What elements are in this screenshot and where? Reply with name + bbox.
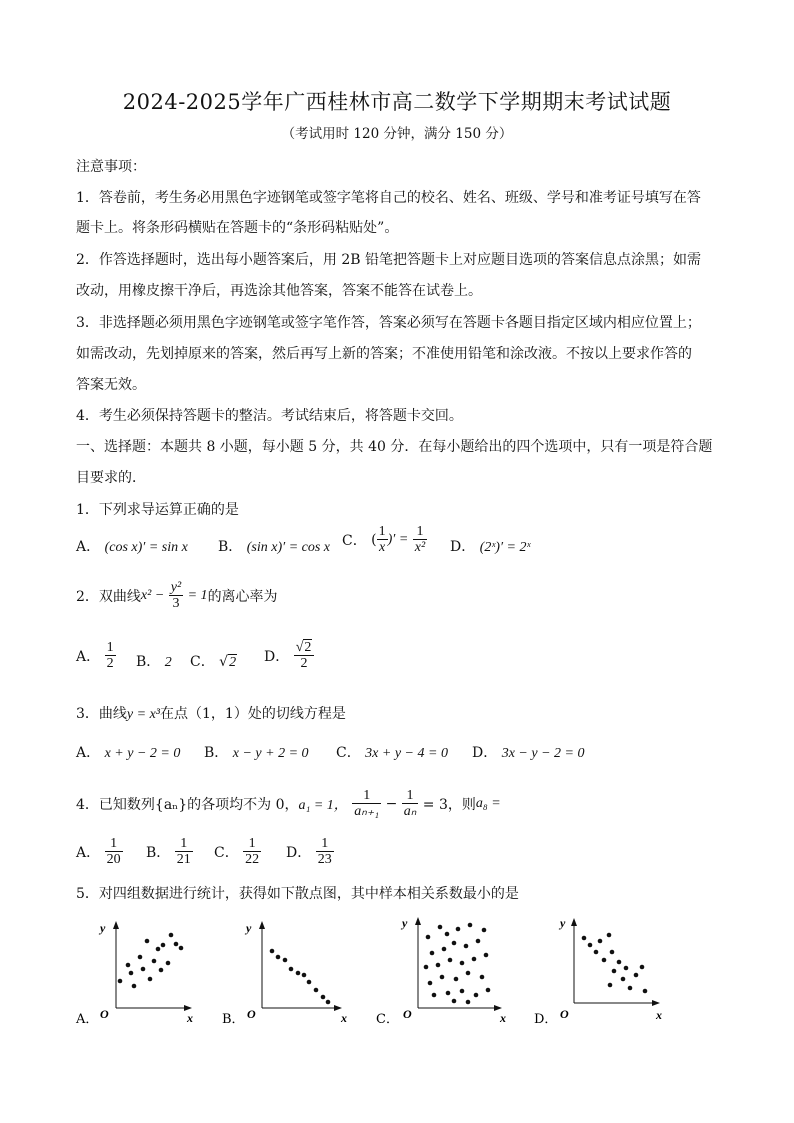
note-line: 答案无效。	[76, 377, 146, 393]
q4-option-b: B． $\frac{1}{21}$	[146, 836, 191, 868]
q2-option-c: C． √2	[190, 654, 237, 670]
scatter-plot-a	[75, 921, 193, 1027]
section-heading-cont: 目要求的．	[76, 470, 146, 486]
plot-label-b: B．	[222, 1012, 245, 1027]
note-line: 如需改动，先划掉原来的答案，然后再写上新的答案；不准使用铅笔和涂改液。不按以上要求作答的	[76, 346, 692, 362]
scatter-plot-d	[534, 916, 662, 1027]
axis-label-y: y	[402, 916, 408, 930]
note-line: 3．非选择题必须用黑色字迹钢笔或签字笔作答，答案必须写在答题卡各题目指定区域内相应位置上；	[76, 315, 701, 331]
q3-option-d: D． 3x − y − 2 = 0	[472, 745, 585, 761]
plot-label-a: A．	[76, 1012, 99, 1027]
y-axis-arrow	[259, 921, 265, 929]
origin-label: O	[560, 1007, 569, 1021]
q2-stem: 2．双曲线x² − $\frac{\text{y²}}{3}$ = 1的离心率为	[76, 580, 278, 612]
q3-option-c: C． 3x + y − 4 = 0	[336, 745, 448, 761]
q3-option-b: B． x − y + 2 = 0	[204, 745, 309, 761]
plot-label-c: C．	[376, 1012, 399, 1027]
q1-stem: 1．下列求导运算正确的是	[76, 502, 239, 518]
axis-label-x: x	[341, 1011, 347, 1025]
axis-label-x: x	[656, 1008, 662, 1022]
axis-label-y: y	[246, 921, 252, 935]
y-axis-arrow	[415, 917, 421, 925]
section-heading: 一、选择题：本题共 8 小题，每小题 5 分，共 40 分．在每小题给出的四个选项中，只有一项是符合题	[76, 439, 713, 455]
q5-stem: 5．对四组数据进行统计，获得如下散点图，其中样本相关系数最小的是	[76, 886, 519, 902]
origin-label: O	[403, 1007, 412, 1021]
origin-label: O	[247, 1007, 256, 1021]
scatter-plot-b	[222, 921, 347, 1027]
note-line: 1．答卷前，考生务必用黑色字迹钢笔或签字笔将自己的校名、姓名、班级、学号和准考证号填写在答	[76, 190, 701, 206]
q2-option-b: B． 2	[136, 654, 172, 670]
q5-scatter-figures	[0, 905, 794, 1055]
y-axis-arrow	[113, 921, 119, 929]
q4-stem: 4．已知数列{aₙ}的各项均不为 0，a₁ = 1， $\frac{1}{\text{aₙ₊₁}}$ − $\frac{1}{\text{aₙ}}$ = 3，则a₈ =	[76, 788, 501, 820]
axis-label-x: x	[187, 1011, 193, 1025]
note-line: 题卡上。将条形码横贴在答题卡的“条形码粘贴处”。	[76, 220, 399, 236]
q2-option-a: A． $\frac{1}{2}$	[76, 640, 114, 672]
q1-option-c: C． ( $\frac{1}{x}$ )′ = $\frac{1}{\text{x²}}$	[342, 524, 426, 556]
axis-label-y: y	[560, 916, 566, 930]
plot-label-d: D．	[534, 1012, 558, 1027]
origin-label: O	[100, 1007, 109, 1021]
note-line: 4．考生必须保持答题卡的整洁。考试结束后，将答题卡交回。	[76, 408, 463, 424]
x-axis-arrow	[652, 1000, 660, 1006]
y-axis-arrow	[571, 918, 577, 926]
note-line: 改动，用橡皮擦干净后，再选涂其他答案，答案不能答在试卷上。	[76, 283, 482, 299]
page-title: 2024-2025学年广西桂林市高二数学下学期期末考试试题	[122, 90, 672, 114]
q4-option-d: D． $\frac{1}{23}$	[286, 836, 332, 868]
note-line: 2．作答选择题时，选出每小题答案后，用 2B 铅笔把答题卡上对应题目选项的答案信息点涂黑；如需	[76, 252, 702, 268]
q2-option-d: D． $\frac{√2}{2}$	[264, 640, 314, 672]
axis-label-x: x	[500, 1011, 506, 1025]
q3-option-a: A． x + y − 2 = 0	[76, 745, 181, 761]
q4-option-c: C． $\frac{1}{22}$	[214, 836, 260, 868]
notes-heading: 注意事项：	[76, 159, 146, 175]
page-subtitle: （考试用时 120 分钟，满分 150 分）	[281, 126, 513, 142]
scatter-plot-c	[376, 916, 506, 1027]
q1-option-b: B． (sin x)′ = cos x	[218, 539, 331, 555]
axis-label-y: y	[100, 921, 106, 935]
q1-option-a: A． (cos x)′ = sin x	[76, 539, 188, 555]
q3-stem: 3．曲线y = x³在点（1，1）处的切线方程是	[76, 706, 346, 722]
q1-option-d: D． (2ˣ)′ = 2ˣ	[450, 539, 531, 555]
q4-option-a: A． $\frac{1}{20}$	[76, 836, 121, 868]
